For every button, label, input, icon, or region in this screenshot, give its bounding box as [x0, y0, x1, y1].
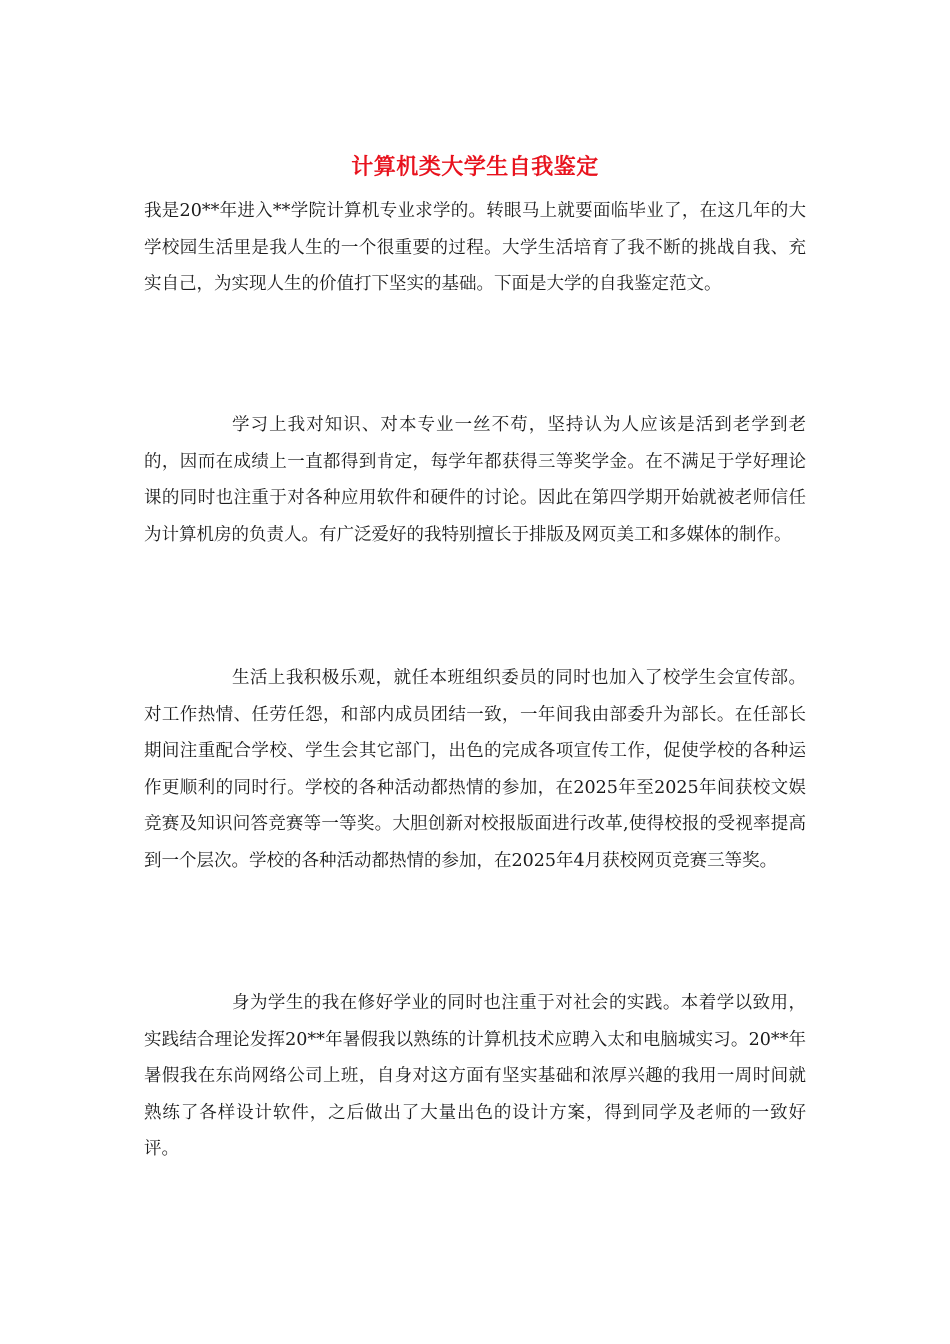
paragraph-practice: 身为学生的我在修好学业的同时也注重于对社会的实践。本着学以致用，实践结合理论发挥20**年暑假我以熟练的计算机技术应聘入太和电脑城实习。20**年暑假我在东尚网络公司上班，自身对这方面有坚实基础和浓厚兴趣的我用一周时间就熟练了各样设计软件，之后做出了大量出色的设计方案，得到同学及老师的一致好评。 [144, 993, 806, 1159]
document-title: 计算机类大学生自我鉴定 [351, 155, 599, 180]
paragraph-life: 生活上我积极乐观，就任本班组织委员的同时也加入了校学生会宣传部。对工作热情、任劳任怨，和部内成员团结一致，一年间我由部委升为部长。在任部长期间注重配合学校、学生会其它部门，出色的完成各项宣传工作，促使学校的各种运作更顺利的同时行。学校的各种活动都热情的参加，在2025年至2025年间获校文娱竞赛及知识问答竞赛等一等奖。大胆创新对校报版面进行改革,使得校报的受视率提高到一个层次。学校的各种活动都热情的参加，在2025年4月获校网页竞赛三等奖。 [144, 668, 806, 871]
paragraph-intro: 我是20**年进入**学院计算机专业求学的。转眼马上就要面临毕业了，在这几年的大学校园生活里是我人生的一个很重要的过程。大学生活培育了我不断的挑战自我、充实自己，为实现人生的价值打下坚实的基础。下面是大学的自我鉴定范文。 [144, 201, 806, 294]
paragraph-study: 学习上我对知识、对本专业一丝不苟，坚持认为人应该是活到老学到老的，因而在成绩上一直都得到肯定，每学年都获得三等奖学金。在不满足于学好理论课的同时也注重于对各种应用软件和硬件的讨论。因此在第四学期开始就被老师信任为计算机房的负责人。有广泛爱好的我特别擅长于排版及网页美工和多媒体的制作。 [144, 415, 806, 545]
